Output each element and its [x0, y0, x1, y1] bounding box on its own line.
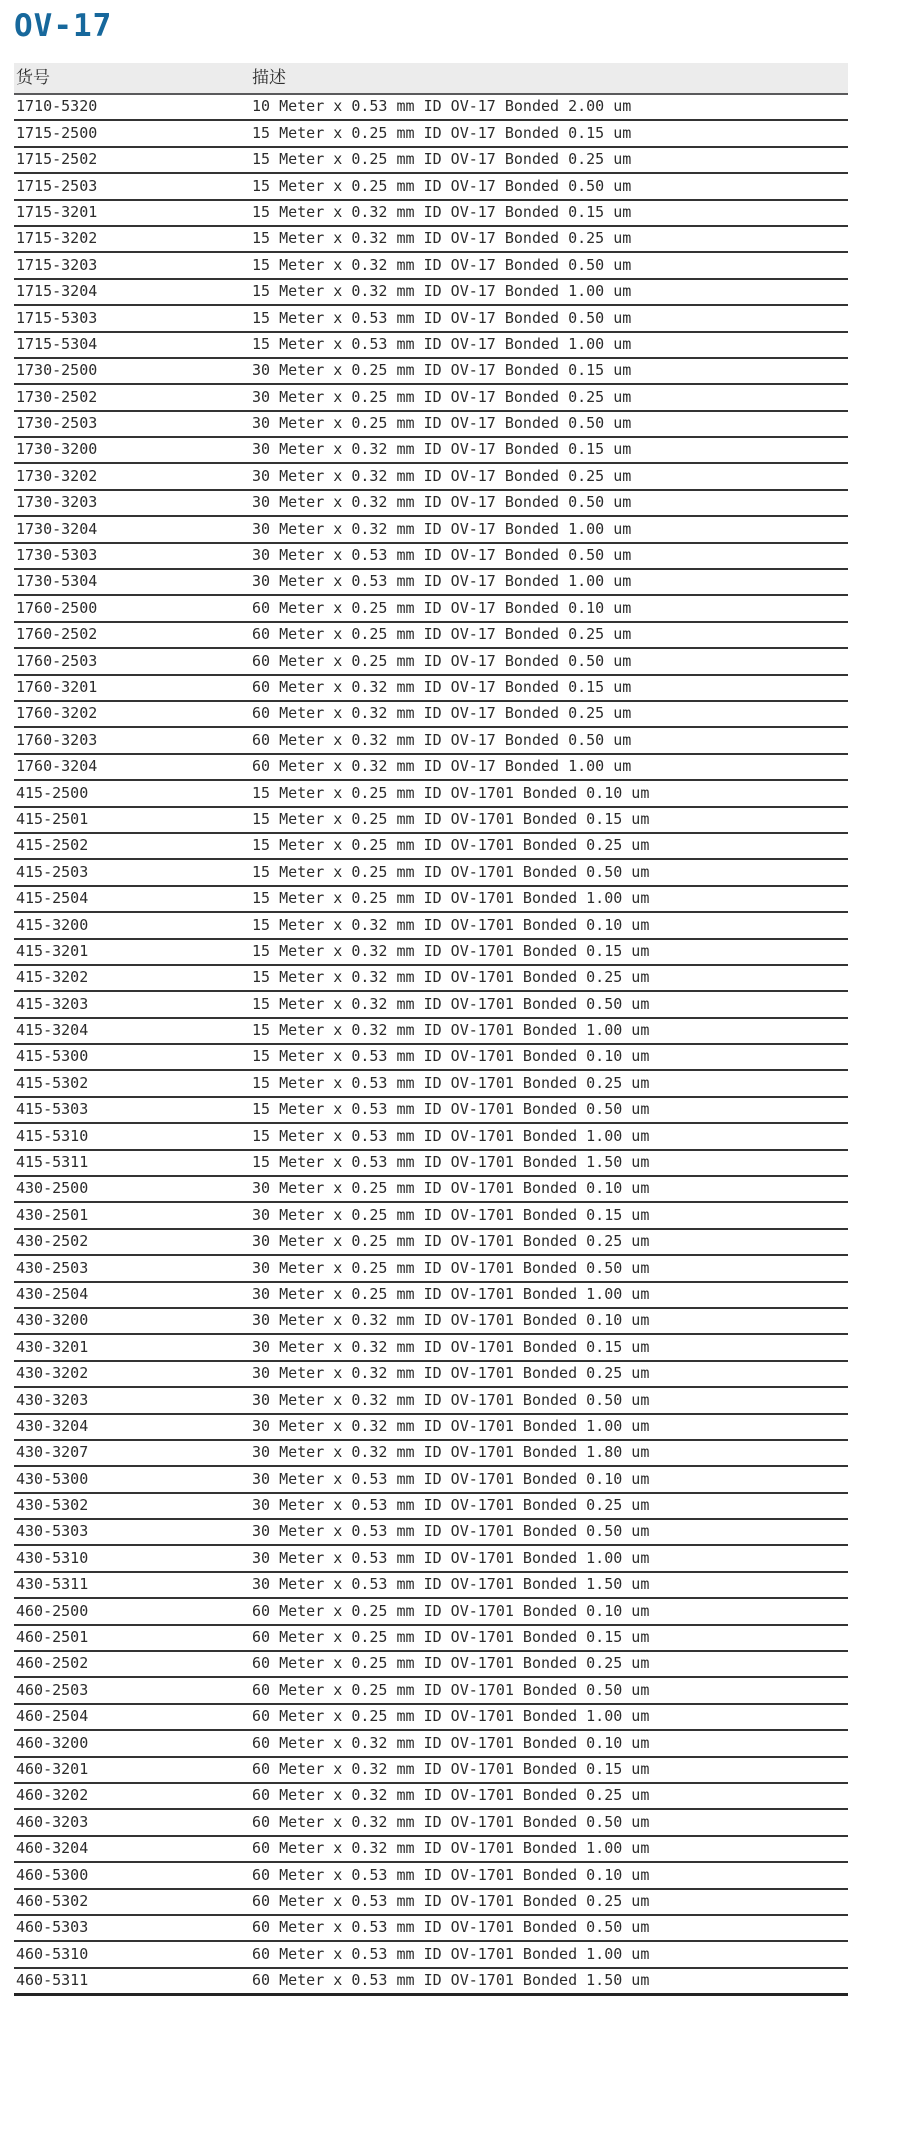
catalog-number-cell: 460-5300 [16, 1865, 89, 1884]
catalog-number-cell: 415-3200 [16, 915, 89, 934]
description-cell: 15 Meter x 0.32 mm ID OV-17 Bonded 1.00 um [252, 282, 632, 301]
table-row [14, 1572, 848, 1598]
catalog-number-cell: 415-2501 [16, 809, 89, 828]
table-row [14, 701, 848, 727]
table-row [14, 1466, 848, 1492]
catalog-number-cell: 1760-3204 [16, 757, 98, 776]
description-cell: 30 Meter x 0.32 mm ID OV-1701 Bonded 0.10 um [252, 1311, 650, 1330]
description-cell: 60 Meter x 0.32 mm ID OV-17 Bonded 0.50 um [252, 730, 632, 749]
catalog-number-cell: 1760-2502 [16, 625, 98, 644]
table-row [14, 1255, 848, 1281]
description-cell: 30 Meter x 0.53 mm ID OV-1701 Bonded 1.00 um [252, 1548, 650, 1567]
table-row [14, 833, 848, 859]
table-row [14, 490, 848, 516]
table-row [14, 754, 848, 780]
catalog-number-cell: 460-2501 [16, 1628, 89, 1647]
table-row [14, 1598, 848, 1624]
table-row [14, 1202, 848, 1228]
catalog-number-cell: 1730-2502 [16, 387, 98, 406]
table-row [14, 332, 848, 358]
description-cell: 30 Meter x 0.25 mm ID OV-17 Bonded 0.25 um [252, 387, 632, 406]
catalog-number-cell: 430-3207 [16, 1443, 89, 1462]
description-cell: 15 Meter x 0.25 mm ID OV-17 Bonded 0.15 um [252, 123, 632, 142]
table-row [14, 384, 848, 410]
catalog-number-cell: 415-5311 [16, 1153, 89, 1172]
catalog-number-cell: 415-5303 [16, 1100, 89, 1119]
description-cell: 30 Meter x 0.53 mm ID OV-1701 Bonded 1.50 um [252, 1575, 650, 1594]
catalog-number-cell: 430-3200 [16, 1311, 89, 1330]
description-cell: 15 Meter x 0.53 mm ID OV-1701 Bonded 0.10 um [252, 1047, 650, 1066]
catalog-number-cell: 1760-2500 [16, 598, 98, 617]
catalog-number-cell: 1715-3204 [16, 282, 98, 301]
table-row [14, 1757, 848, 1783]
description-cell: 30 Meter x 0.32 mm ID OV-1701 Bonded 1.00 um [252, 1416, 650, 1435]
description-cell: 60 Meter x 0.32 mm ID OV-1701 Bonded 0.50 um [252, 1812, 650, 1831]
catalog-number-cell: 1730-3202 [16, 466, 98, 485]
table-row [14, 1677, 848, 1703]
table-row [14, 1651, 848, 1677]
catalog-number-cell: 460-3204 [16, 1839, 89, 1858]
catalog-number-cell: 460-5303 [16, 1918, 89, 1937]
table-row [14, 1704, 848, 1730]
product-table [14, 63, 848, 1996]
description-cell: 60 Meter x 0.25 mm ID OV-1701 Bonded 0.25 um [252, 1654, 650, 1673]
header-row [14, 63, 848, 94]
catalog-number-cell: 415-5310 [16, 1126, 89, 1145]
table-row [14, 1519, 848, 1545]
catalog-number-cell: 1710-5320 [16, 97, 98, 116]
table-row [14, 120, 848, 146]
description-cell: 15 Meter x 0.53 mm ID OV-1701 Bonded 0.50 um [252, 1100, 650, 1119]
catalog-number-cell: 415-3202 [16, 968, 89, 987]
description-cell: 60 Meter x 0.53 mm ID OV-1701 Bonded 0.10 um [252, 1865, 650, 1884]
table-row [14, 807, 848, 833]
description-cell: 60 Meter x 0.25 mm ID OV-1701 Bonded 1.00 um [252, 1707, 650, 1726]
description-cell: 15 Meter x 0.53 mm ID OV-1701 Bonded 1.00 um [252, 1126, 650, 1145]
table-row [14, 1123, 848, 1149]
description-cell: 30 Meter x 0.32 mm ID OV-17 Bonded 0.50 um [252, 493, 632, 512]
table-row [14, 1941, 848, 1967]
catalog-number-cell: 430-2502 [16, 1232, 89, 1251]
table-row [14, 859, 848, 885]
catalog-number-cell: 1730-5303 [16, 546, 98, 565]
page-title: OV-17 [14, 8, 113, 44]
table-row [14, 1440, 848, 1466]
description-cell: 60 Meter x 0.53 mm ID OV-1701 Bonded 1.00 um [252, 1944, 650, 1963]
table-row [14, 1229, 848, 1255]
description-cell: 60 Meter x 0.53 mm ID OV-1701 Bonded 1.50 um [252, 1970, 650, 1989]
description-cell: 30 Meter x 0.25 mm ID OV-17 Bonded 0.15 um [252, 361, 632, 380]
catalog-number-cell: 460-5311 [16, 1970, 89, 1989]
table-row [14, 648, 848, 674]
description-cell: 15 Meter x 0.32 mm ID OV-1701 Bonded 0.50 um [252, 994, 650, 1013]
catalog-number-cell: 1715-5304 [16, 334, 98, 353]
table-row [14, 1862, 848, 1888]
description-cell: 60 Meter x 0.25 mm ID OV-1701 Bonded 0.10 um [252, 1601, 650, 1620]
table-header [14, 63, 848, 94]
table-row [14, 1968, 848, 1994]
description-cell: 15 Meter x 0.32 mm ID OV-17 Bonded 0.15 um [252, 202, 632, 221]
description-cell: 30 Meter x 0.25 mm ID OV-17 Bonded 0.50 um [252, 414, 632, 433]
catalog-number-cell: 415-2504 [16, 889, 89, 908]
description-cell: 15 Meter x 0.32 mm ID OV-17 Bonded 0.25 um [252, 229, 632, 248]
description-cell: 15 Meter x 0.53 mm ID OV-17 Bonded 0.50 um [252, 308, 632, 327]
catalog-number-cell: 415-2500 [16, 783, 89, 802]
description-cell: 15 Meter x 0.25 mm ID OV-17 Bonded 0.25 um [252, 150, 632, 169]
description-cell: 15 Meter x 0.25 mm ID OV-1701 Bonded 0.25 um [252, 836, 650, 855]
table-row [14, 279, 848, 305]
description-cell: 60 Meter x 0.32 mm ID OV-1701 Bonded 0.15 um [252, 1760, 650, 1778]
table-row [14, 1097, 848, 1123]
table-row [14, 252, 848, 278]
table-row [14, 1889, 848, 1915]
table-row [14, 1150, 848, 1176]
table-row [14, 1176, 848, 1202]
description-cell: 30 Meter x 0.25 mm ID OV-1701 Bonded 1.00 um [252, 1284, 650, 1303]
catalog-number-cell: 430-3201 [16, 1337, 89, 1356]
catalog-number-cell: 430-5302 [16, 1496, 89, 1515]
catalog-number-cell: 1715-2502 [16, 150, 98, 169]
table-row [14, 1625, 848, 1651]
catalog-number-cell: 430-3203 [16, 1390, 89, 1409]
description-cell: 15 Meter x 0.32 mm ID OV-1701 Bonded 0.15 um [252, 941, 650, 960]
table-row [14, 991, 848, 1017]
table-row [14, 1783, 848, 1809]
table-row [14, 1915, 848, 1941]
table-row [14, 595, 848, 621]
catalog-number-cell: 1760-3203 [16, 730, 98, 749]
description-cell: 30 Meter x 0.32 mm ID OV-1701 Bonded 0.15 um [252, 1337, 650, 1356]
catalog-number-cell: 430-2500 [16, 1179, 89, 1198]
description-cell: 10 Meter x 0.53 mm ID OV-17 Bonded 2.00 um [252, 97, 632, 116]
description-cell: 15 Meter x 0.32 mm ID OV-1701 Bonded 1.00 um [252, 1021, 650, 1040]
catalog-number-cell: 430-5303 [16, 1522, 89, 1541]
catalog-number-cell: 415-5302 [16, 1073, 89, 1092]
description-cell: 30 Meter x 0.53 mm ID OV-1701 Bonded 0.50 um [252, 1522, 650, 1541]
description-cell: 15 Meter x 0.25 mm ID OV-1701 Bonded 0.10 um [252, 783, 650, 802]
catalog-number-cell: 1715-2503 [16, 176, 98, 195]
table-row [14, 94, 848, 120]
description-cell: 60 Meter x 0.32 mm ID OV-1701 Bonded 0.10 um [252, 1733, 650, 1752]
table-row [14, 200, 848, 226]
catalog-number-cell: 1730-3203 [16, 493, 98, 512]
table-row [14, 727, 848, 753]
table-row [14, 543, 848, 569]
catalog-number-cell: 1730-3200 [16, 440, 98, 459]
catalog-number-cell: 460-3202 [16, 1786, 89, 1805]
description-cell: 30 Meter x 0.53 mm ID OV-1701 Bonded 0.10 um [252, 1469, 650, 1488]
catalog-number-cell: 1730-2503 [16, 414, 98, 433]
catalog-number-cell: 1715-5303 [16, 308, 98, 327]
catalog-number-cell: 415-3204 [16, 1021, 89, 1040]
table-row [14, 675, 848, 701]
table-row [14, 358, 848, 384]
catalog-number-cell: 430-2504 [16, 1284, 89, 1303]
catalog-number-cell: 460-3201 [16, 1760, 89, 1778]
catalog-number-cell: 1715-3203 [16, 255, 98, 274]
description-cell: 15 Meter x 0.53 mm ID OV-1701 Bonded 0.25 um [252, 1073, 650, 1092]
description-cell: 30 Meter x 0.25 mm ID OV-1701 Bonded 0.15 um [252, 1205, 650, 1224]
description-cell: 30 Meter x 0.53 mm ID OV-1701 Bonded 0.25 um [252, 1496, 650, 1515]
description-cell: 60 Meter x 0.53 mm ID OV-1701 Bonded 0.50 um [252, 1918, 650, 1937]
table-row [14, 1545, 848, 1571]
table-row [14, 965, 848, 991]
description-cell: 60 Meter x 0.25 mm ID OV-17 Bonded 0.50 um [252, 651, 632, 670]
description-cell: 60 Meter x 0.25 mm ID OV-17 Bonded 0.25 um [252, 625, 632, 644]
description-cell: 30 Meter x 0.53 mm ID OV-17 Bonded 1.00 um [252, 572, 632, 591]
description-cell: 60 Meter x 0.53 mm ID OV-1701 Bonded 0.25 um [252, 1891, 650, 1910]
catalog-number-cell: 415-3203 [16, 994, 89, 1013]
description-cell: 30 Meter x 0.25 mm ID OV-1701 Bonded 0.10 um [252, 1179, 650, 1198]
description-cell: 30 Meter x 0.32 mm ID OV-1701 Bonded 1.80 um [252, 1443, 650, 1462]
description-cell: 30 Meter x 0.32 mm ID OV-17 Bonded 0.25 um [252, 466, 632, 485]
catalog-number-cell: 1760-3202 [16, 704, 98, 723]
table-row [14, 411, 848, 437]
table-row [14, 1044, 848, 1070]
description-cell: 60 Meter x 0.25 mm ID OV-1701 Bonded 0.15 um [252, 1628, 650, 1647]
description-cell: 15 Meter x 0.25 mm ID OV-1701 Bonded 0.15 um [252, 809, 650, 828]
catalog-number-cell: 460-3203 [16, 1812, 89, 1831]
catalog-number-cell: 460-5310 [16, 1944, 89, 1963]
catalog-number-cell: 460-2502 [16, 1654, 89, 1673]
table-row [14, 569, 848, 595]
column-header-catalog-number: 货号 [14, 63, 250, 94]
table-row [14, 780, 848, 806]
description-cell: 15 Meter x 0.53 mm ID OV-1701 Bonded 1.50 um [252, 1153, 650, 1172]
description-cell: 60 Meter x 0.32 mm ID OV-17 Bonded 1.00 um [252, 757, 632, 776]
catalog-number-cell: 1715-3202 [16, 229, 98, 248]
description-cell: 60 Meter x 0.32 mm ID OV-17 Bonded 0.25 um [252, 704, 632, 723]
table-row [14, 1809, 848, 1835]
table-row [14, 1308, 848, 1334]
table-row [14, 1361, 848, 1387]
catalog-number-cell: 430-5300 [16, 1469, 89, 1488]
description-cell: 15 Meter x 0.25 mm ID OV-1701 Bonded 0.50 um [252, 862, 650, 881]
catalog-number-cell: 430-3202 [16, 1364, 89, 1383]
table-row [14, 1414, 848, 1440]
catalog-number-cell: 430-5310 [16, 1548, 89, 1567]
description-cell: 60 Meter x 0.32 mm ID OV-1701 Bonded 0.25 um [252, 1786, 650, 1805]
description-cell: 15 Meter x 0.25 mm ID OV-1701 Bonded 1.00 um [252, 889, 650, 908]
catalog-number-cell: 1730-2500 [16, 361, 98, 380]
catalog-number-cell: 430-2503 [16, 1258, 89, 1277]
table-row [14, 1070, 848, 1096]
description-cell: 15 Meter x 0.53 mm ID OV-17 Bonded 1.00 um [252, 334, 632, 353]
description-cell: 30 Meter x 0.32 mm ID OV-17 Bonded 0.15 um [252, 440, 632, 459]
description-cell: 15 Meter x 0.25 mm ID OV-17 Bonded 0.50 um [252, 176, 632, 195]
description-cell: 60 Meter x 0.25 mm ID OV-1701 Bonded 0.50 um [252, 1680, 650, 1699]
description-cell: 15 Meter x 0.32 mm ID OV-1701 Bonded 0.10 um [252, 915, 650, 934]
table-row [14, 1836, 848, 1862]
description-cell: 30 Meter x 0.32 mm ID OV-17 Bonded 1.00 um [252, 519, 632, 538]
description-cell: 60 Meter x 0.32 mm ID OV-17 Bonded 0.15 um [252, 677, 632, 696]
catalog-number-cell: 1715-2500 [16, 123, 98, 142]
description-cell: 30 Meter x 0.32 mm ID OV-1701 Bonded 0.25 um [252, 1364, 650, 1383]
table-row [14, 1334, 848, 1360]
table-row [14, 1282, 848, 1308]
table-row [14, 226, 848, 252]
table-row [14, 1387, 848, 1413]
catalog-number-cell: 1730-3204 [16, 519, 98, 538]
catalog-number-cell: 460-2500 [16, 1601, 89, 1620]
table-row [14, 912, 848, 938]
description-cell: 30 Meter x 0.32 mm ID OV-1701 Bonded 0.50 um [252, 1390, 650, 1409]
catalog-number-cell: 430-2501 [16, 1205, 89, 1224]
table-row [14, 939, 848, 965]
column-header-description: 描述 [250, 63, 848, 94]
description-cell: 60 Meter x 0.25 mm ID OV-17 Bonded 0.10 um [252, 598, 632, 617]
catalog-number-cell: 460-2504 [16, 1707, 89, 1726]
catalog-number-cell: 415-2503 [16, 862, 89, 881]
catalog-number-cell: 1760-3201 [16, 677, 98, 696]
catalog-number-cell: 415-2502 [16, 836, 89, 855]
table-row [14, 437, 848, 463]
description-cell: 60 Meter x 0.32 mm ID OV-1701 Bonded 1.00 um [252, 1839, 650, 1858]
table-row [14, 622, 848, 648]
catalog-number-cell: 415-3201 [16, 941, 89, 960]
catalog-number-cell: 460-5302 [16, 1891, 89, 1910]
table-row [14, 147, 848, 173]
table-row [14, 886, 848, 912]
description-cell: 30 Meter x 0.53 mm ID OV-17 Bonded 0.50 um [252, 546, 632, 565]
table-row [14, 1493, 848, 1519]
catalog-number-cell: 430-3204 [16, 1416, 89, 1435]
table-row [14, 1730, 848, 1756]
catalog-number-cell: 1730-5304 [16, 572, 98, 591]
table-row [14, 305, 848, 331]
catalog-number-cell: 460-2503 [16, 1680, 89, 1699]
catalog-number-cell: 1760-2503 [16, 651, 98, 670]
catalog-number-cell: 415-5300 [16, 1047, 89, 1066]
table-row [14, 173, 848, 199]
catalog-number-cell: 460-3200 [16, 1733, 89, 1752]
description-cell: 30 Meter x 0.25 mm ID OV-1701 Bonded 0.25 um [252, 1232, 650, 1251]
catalog-number-cell: 430-5311 [16, 1575, 89, 1594]
table-row [14, 1018, 848, 1044]
description-cell: 30 Meter x 0.25 mm ID OV-1701 Bonded 0.50 um [252, 1258, 650, 1277]
description-cell: 15 Meter x 0.32 mm ID OV-1701 Bonded 0.25 um [252, 968, 650, 987]
description-cell: 15 Meter x 0.32 mm ID OV-17 Bonded 0.50 um [252, 255, 632, 274]
catalog-number-cell: 1715-3201 [16, 202, 98, 221]
table-row [14, 516, 848, 542]
table-body [14, 94, 848, 1994]
table-row [14, 463, 848, 489]
